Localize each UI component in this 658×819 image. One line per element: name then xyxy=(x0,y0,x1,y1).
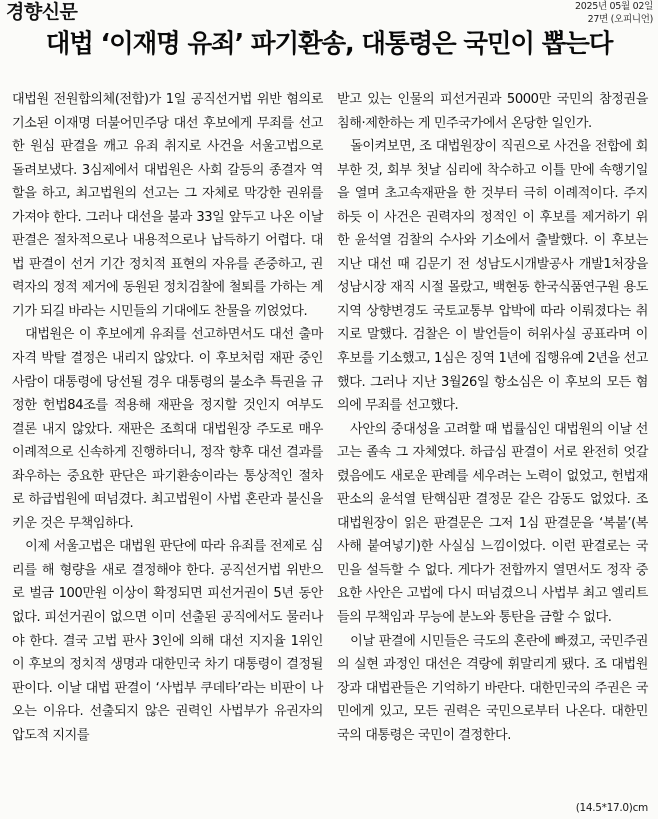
paragraph: 받고 있는 인물의 피선거권과 5000만 국민의 참정권을 침해·제한하는 게 민주국가에서 온당한 일인가. xyxy=(337,92,648,131)
issue-info xyxy=(575,1,653,26)
paragraph: 이날 판결에 시민들은 극도의 혼란에 빠졌고, 국민주권의 실현 과정인 대선은 격랑에 휘말리게 됐다. 조 대법원장과 대법관들은 기억하기 바란다. 대한민국의 주권은 국민에게 있고, 모든 권력은 국민으로부터 나온다. 대한민국의 대통령은 국민이 결정한다. xyxy=(337,633,648,743)
article-column-left xyxy=(12,88,323,788)
paragraph: 대법원 전원합의체(전합)가 1일 공직선거법 위반 혐의로 기소된 이재명 더불어민주당 대선 후보에게 무죄를 선고한 원심 판결을 깨고 유죄 취지로 사건을 서울고법으로 돌려보냈다. 3심제에서 대법원은 사회 갈등의 종결자 역할을 하고, 최고법원의 선고는 그 자체로 막강한 권위를 가져야 한다. 그러나 대선을 불과 33일 앞두고 나온 이날 판결은 절차적으로나 내용적으로나 납득하기 어렵다. 대법 판결이 선거 기간 정치적 표현의 자유를 존중하고, 권력자의 정적 제거에 동원된 정치검찰에 철퇴를 가하는 계기가 되길 바라는 시민들의 기대에도 찬물을 끼얹었다. xyxy=(12,92,323,319)
paragraph: 대법원은 이 후보에게 유죄를 선고하면서도 대선 출마 자격 박탈 결정은 내리지 않았다. 이 후보처럼 재판 중인 사람이 대통령에 당선될 경우 대통령의 불소추 특권을 규정한 헌법84조를 적용해 재판을 정지할 것인지 여부도 결론 내지 않았다. 재판은 조희대 대법원장 주도로 매우 이례적으로 신속하게 진행하더니, 정작 향후 대선 결과를 좌우하는 중요한 판단은 파기환송이라는 통상적인 절차로 하급법원에 떠넘겼다. 최고법원이 사법 혼란과 불신을 키운 것은 무책임하다. xyxy=(12,327,323,531)
paper-name: 경향신문 xyxy=(6,1,78,23)
article-column-right xyxy=(337,88,648,788)
paragraph: 이제 서울고법은 대법원 판단에 따라 유죄를 전제로 심리를 해 형량을 새로 결정해야 한다. 공직선거법 위반으로 벌금 100만원 이상이 확정되면 피선거권이 5년 동안 없다. 피선거권이 없으면 이미 선출된 공직에서도 물러나야 한다. 결국 고법 판사 3인에 의해 대선 지지율 1위인 이 후보의 정치적 생명과 대한민국 차기 대통령이 결정될 판이다. 이날 대법 판결이 ‘사법부 쿠데타’라는 비판이 나오는 이유다. 선출되지 않은 권력인 사법부가 유권자의 압도적 지지를 xyxy=(12,539,323,743)
issue-page-section: 27면 (오피니언) xyxy=(587,13,653,25)
headline: 대법 ‘이재명 유죄’ 파기환송, 대통령은 국민이 뽑는다 xyxy=(45,29,613,59)
paragraph: 사안의 중대성을 고려할 때 법률심인 대법원의 이날 선고는 졸속 그 자체였다. 하급심 판결이 서로 완전히 엇갈렸음에도 새로운 판례를 세우려는 노력이 없었고, 헌법재판소의 윤석열 탄핵심판 결정문 같은 감동도 없었다. 조 대법원장이 읽은 판결문은 그저 1심 판결문을 ‘복붙’(복사해 붙여넣기)한 사실심 느낌이었다. 이런 판결로는 국민을 설득할 수 없다. 게다가 전합까지 열면서도 정작 중요한 사안은 고법에 다시 떠넘겼으니 사법부 최고 엘리트들의 무책임과 무능에 분노와 통탄을 금할 수 없다. xyxy=(337,421,648,626)
paragraph: 돌이켜보면, 조 대법원장이 직권으로 사건을 전합에 회부한 것, 회부 첫날 심리에 착수하고 이틀 만에 속행기일을 열며 초고속재판을 한 것부터 극히 이례적이다. 주지하듯 이 사건은 권력자의 정적인 이 후보를 제거하기 위한 윤석열 검찰의 수사와 기소에서 출발했다. 이 후보는 지난 대선 때 김문기 전 성남도시개발공사 개발1처장을 성남시장 재직 시절 몰랐고, 백현동 한국식품연구원 용도지역 상향변경도 국토교통부 압박에 따라 이뤄졌다는 취지로 말했다. 검찰은 이 발언들이 허위사실 공표라며 이 후보를 기소했고, 1심은 징역 1년에 집행유예 2년을 선고했다. 그러나 지난 3월26일 항소심은 이 후보의 모든 혐의에 무죄를 선고했다. xyxy=(337,139,648,414)
clipping-size-note: (14.5*17.0)cm xyxy=(575,802,648,814)
article-body xyxy=(12,88,648,788)
issue-date: 2025년 05월 02일 xyxy=(574,1,653,12)
